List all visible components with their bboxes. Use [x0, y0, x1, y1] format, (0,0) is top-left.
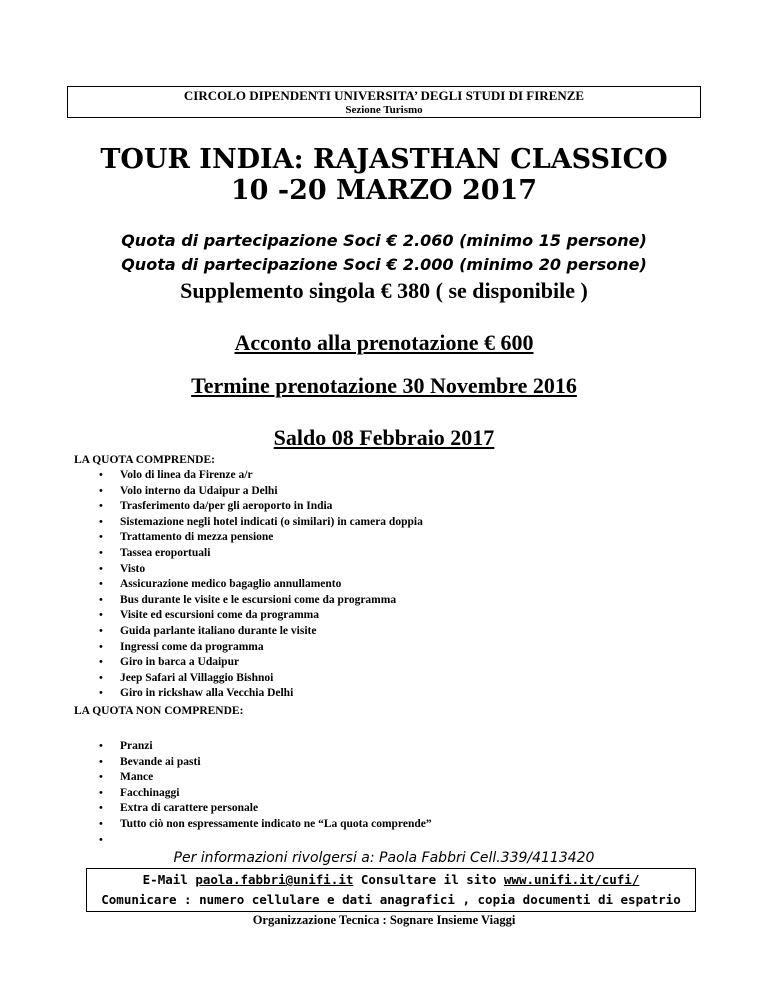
list-item: • Volo di linea da Firenze a/r: [74, 468, 423, 484]
quota-line-2: Quota di partecipazione Soci € 2.000 (minimo 20 persone): [121, 255, 647, 274]
booking-deadline: Termine prenotazione 30 Novembre 2016: [191, 373, 577, 398]
list-item: • Volo interno da Udaipur a Delhi: [74, 484, 423, 500]
balance-date: Saldo 08 Febbraio 2017: [273, 425, 495, 450]
excludes-heading: LA QUOTA NON COMPRENDE:: [74, 705, 244, 717]
list-item: • Visite ed escursioni come da programma: [74, 608, 423, 624]
tour-title: TOUR INDIA: RAJASTHAN CLASSICO: [100, 144, 668, 175]
contact-notice: Comunicare : numero cellulare e dati anagrafici , copia documenti di espatrio: [101, 892, 681, 907]
deposit: Acconto alla prenotazione € 600: [234, 330, 534, 355]
quota-line-1: Quota di partecipazione Soci € 2.060 (minimo 15 persone): [121, 231, 647, 250]
header-box: [67, 86, 701, 118]
section-name: Sezione Turismo: [345, 104, 423, 116]
site-label: Consultare il sito: [353, 872, 504, 887]
list-item: • Facchinaggi: [74, 786, 432, 802]
list-item: • Pranzi: [74, 739, 432, 755]
organization-name: CIRCOLO DIPENDENTI UNIVERSITA’ DEGLI STUDI DI FIRENZE: [183, 88, 585, 103]
contact-info: Per informazioni rivolgersi a: Paola Fabbri Cell.339/4113420: [173, 850, 595, 866]
list-item: • Tutto ciò non espressamente indicato ne “La quota comprende”: [74, 817, 432, 833]
list-item: • Ingressi come da programma: [74, 640, 423, 656]
list-item: • Giro in rickshaw alla Vecchia Delhi: [74, 686, 423, 702]
website-link[interactable]: www.unifi.it/cufi/: [503, 872, 640, 887]
list-item: • Trattamento di mezza pensione: [74, 530, 423, 546]
list-item: • Giro in barca a Udaipur: [74, 655, 423, 671]
list-item: • Trasferimento da/per gli aeroporto in India: [74, 499, 423, 515]
list-item: [74, 833, 432, 849]
list-item: • Tassea eroportuali: [74, 546, 423, 562]
tour-dates: 10 -20 MARZO 2017: [230, 175, 538, 206]
single-supplement: Supplemento singola € 380 ( se disponibile ): [180, 278, 588, 303]
list-item: • Bus durante le visite e le escursioni come da programma: [74, 593, 423, 609]
list-item: • Jeep Safari al Villaggio Bishnoi: [74, 671, 423, 687]
list-item: • Bevande ai pasti: [74, 755, 432, 771]
list-item: • Visto: [74, 562, 423, 578]
technical-organizer: Organizzazione Tecnica : Sognare Insieme Viaggi: [252, 913, 516, 927]
list-item: • Sistemazione negli hotel indicati (o similari) in camera doppia: [74, 515, 423, 531]
list-item: • Guida parlante italiano durante le visite: [74, 624, 423, 640]
includes-list: [74, 468, 423, 702]
list-item: • Assicurazione medico bagaglio annullamento: [74, 577, 423, 593]
excludes-list: [74, 739, 432, 848]
email-label: E-Mail: [142, 872, 196, 887]
list-item: • Extra di carattere personale: [74, 801, 432, 817]
email-link[interactable]: paola.fabbri@unifi.it: [195, 872, 354, 887]
includes-heading: LA QUOTA COMPRENDE:: [74, 454, 215, 466]
list-item: • Mance: [74, 770, 432, 786]
contact-box: [86, 868, 696, 912]
